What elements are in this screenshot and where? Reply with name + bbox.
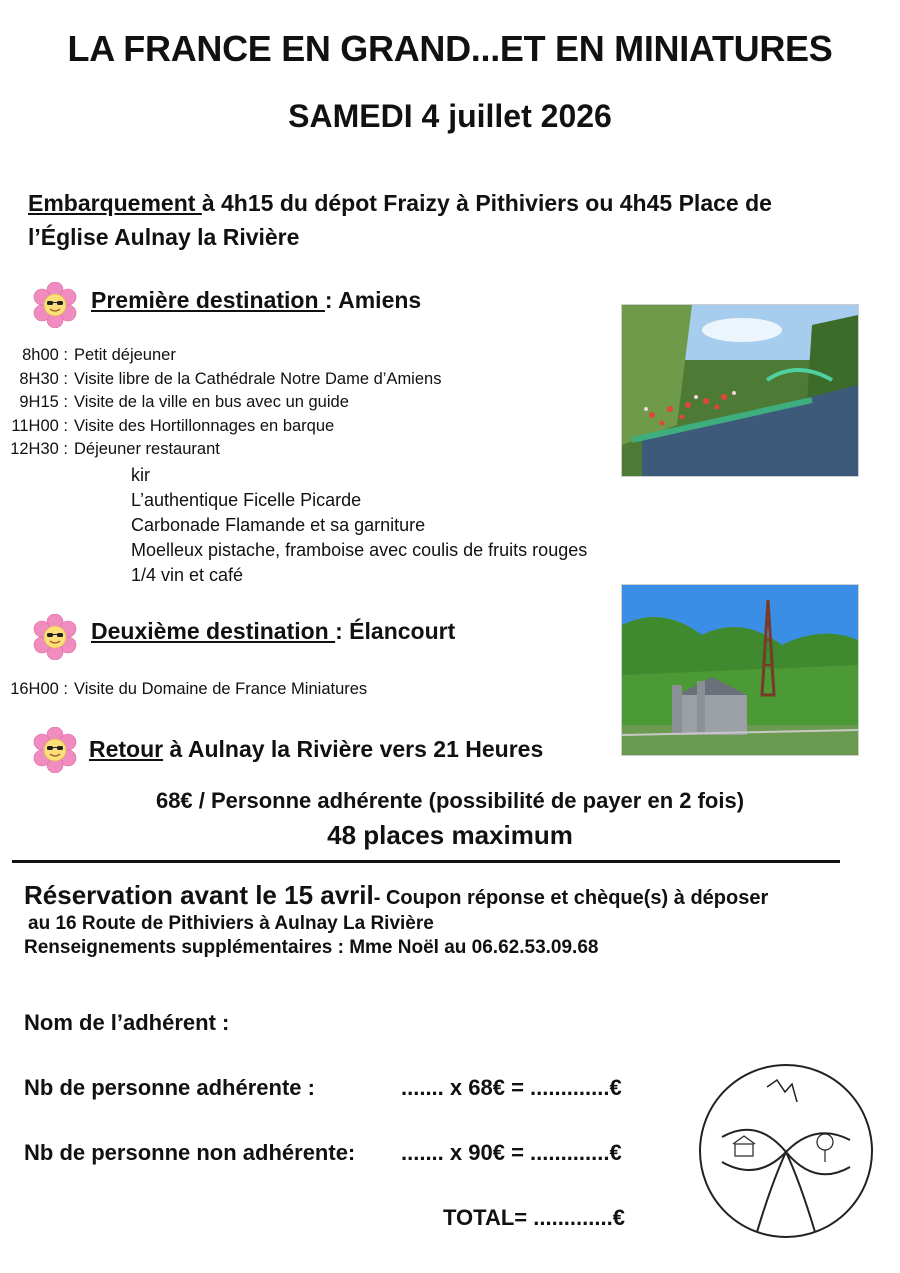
menu-item: L’authentique Ficelle Picarde bbox=[131, 490, 362, 510]
total-field[interactable]: TOTAL= .............€ bbox=[443, 1205, 625, 1230]
schedule-time: 12H30 : bbox=[10, 440, 68, 458]
menu-item: kir bbox=[131, 465, 150, 485]
schedule-time: 8H30 : bbox=[19, 369, 68, 388]
divider bbox=[12, 860, 840, 863]
page-title: LA FRANCE EN GRAND...ET EN MINIATURES bbox=[67, 28, 833, 69]
second-destination-place: : Élancourt bbox=[335, 618, 456, 644]
lunch-menu bbox=[131, 463, 587, 588]
schedule-activity: Petit déjeuner bbox=[74, 346, 176, 364]
embarkation-text-2: l’Église Aulnay la Rivière bbox=[28, 224, 300, 250]
embarkation-label: Embarquement bbox=[28, 190, 202, 216]
reservation-headline: Réservation avant le 15 avril bbox=[24, 880, 374, 910]
elancourt-photo bbox=[621, 584, 859, 756]
association-logo bbox=[697, 1062, 875, 1245]
second-destination-label: Deuxième destination bbox=[91, 618, 336, 644]
schedule-row bbox=[0, 344, 441, 368]
schedule-row bbox=[0, 391, 441, 415]
schedule-time: 9H15 : bbox=[19, 393, 68, 411]
first-destination-heading bbox=[91, 287, 421, 314]
price-line: 68€ / Personne adhérente (possibilité de payer en 2 fois) bbox=[155, 788, 745, 813]
places-line: 48 places maximum bbox=[327, 820, 573, 850]
return-text: à Aulnay la Rivière vers 21 Heures bbox=[163, 736, 544, 762]
member-count-label: Nb de personne adhérente : bbox=[24, 1075, 315, 1100]
schedule-activity: Visite du Domaine de France Miniatures bbox=[74, 680, 368, 698]
flower-icon bbox=[32, 282, 78, 333]
member-name-field[interactable]: Nom de l’adhérent : bbox=[24, 1010, 230, 1035]
schedule-activity: Visite des Hortillonnages en barque bbox=[74, 416, 335, 435]
schedule-row bbox=[0, 438, 441, 462]
schedule-time: 8h00 : bbox=[22, 346, 68, 364]
first-schedule bbox=[0, 344, 441, 462]
flower-icon bbox=[32, 614, 78, 665]
schedule-activity: Visite de la ville en bus avec un guide bbox=[74, 393, 349, 411]
nonmember-count-label: Nb de personne non adhérente: bbox=[24, 1140, 356, 1165]
second-schedule bbox=[0, 678, 367, 702]
reservation-info: Renseignements supplémentaires : Mme Noël au 06.62.53.09.68 bbox=[24, 937, 599, 958]
reservation-address: au 16 Route de Pithiviers à Aulnay La Rivière bbox=[28, 913, 434, 934]
schedule-time: 16H00 : bbox=[10, 680, 68, 698]
reservation-detail: - Coupon réponse et chèque(s) à déposer bbox=[373, 887, 769, 909]
second-destination-heading bbox=[91, 618, 455, 645]
first-destination-label: Première destination bbox=[91, 287, 325, 313]
menu-item: Carbonade Flamande et sa garniture bbox=[131, 515, 426, 535]
schedule-time: 11H00 : bbox=[11, 416, 68, 435]
return-heading bbox=[89, 736, 543, 763]
reservation-block bbox=[24, 880, 768, 959]
menu-item: Moelleux pistache, framboise avec coulis de fruits rouges bbox=[131, 540, 588, 560]
embarkation-text: à 4h15 du dépot Fraizy à Pithiviers ou 4h45 Place de bbox=[201, 190, 772, 216]
amiens-photo bbox=[621, 304, 859, 477]
schedule-row bbox=[0, 368, 441, 392]
schedule-row bbox=[0, 678, 367, 702]
schedule-row bbox=[0, 415, 441, 439]
event-date: SAMEDI 4 juillet 2026 bbox=[288, 98, 612, 134]
first-destination-place: : Amiens bbox=[324, 287, 422, 313]
member-count-field[interactable]: ....... x 68€ = .............€ bbox=[401, 1075, 622, 1100]
return-label: Retour bbox=[89, 736, 164, 762]
schedule-activity: Visite libre de la Cathédrale Notre Dame d’Amiens bbox=[74, 369, 442, 388]
nonmember-count-field[interactable]: ....... x 90€ = .............€ bbox=[401, 1140, 622, 1165]
embarkation-block bbox=[28, 186, 868, 254]
menu-item: 1/4 vin et café bbox=[131, 565, 244, 585]
schedule-activity: Déjeuner restaurant bbox=[74, 440, 220, 458]
flower-icon bbox=[32, 727, 78, 778]
